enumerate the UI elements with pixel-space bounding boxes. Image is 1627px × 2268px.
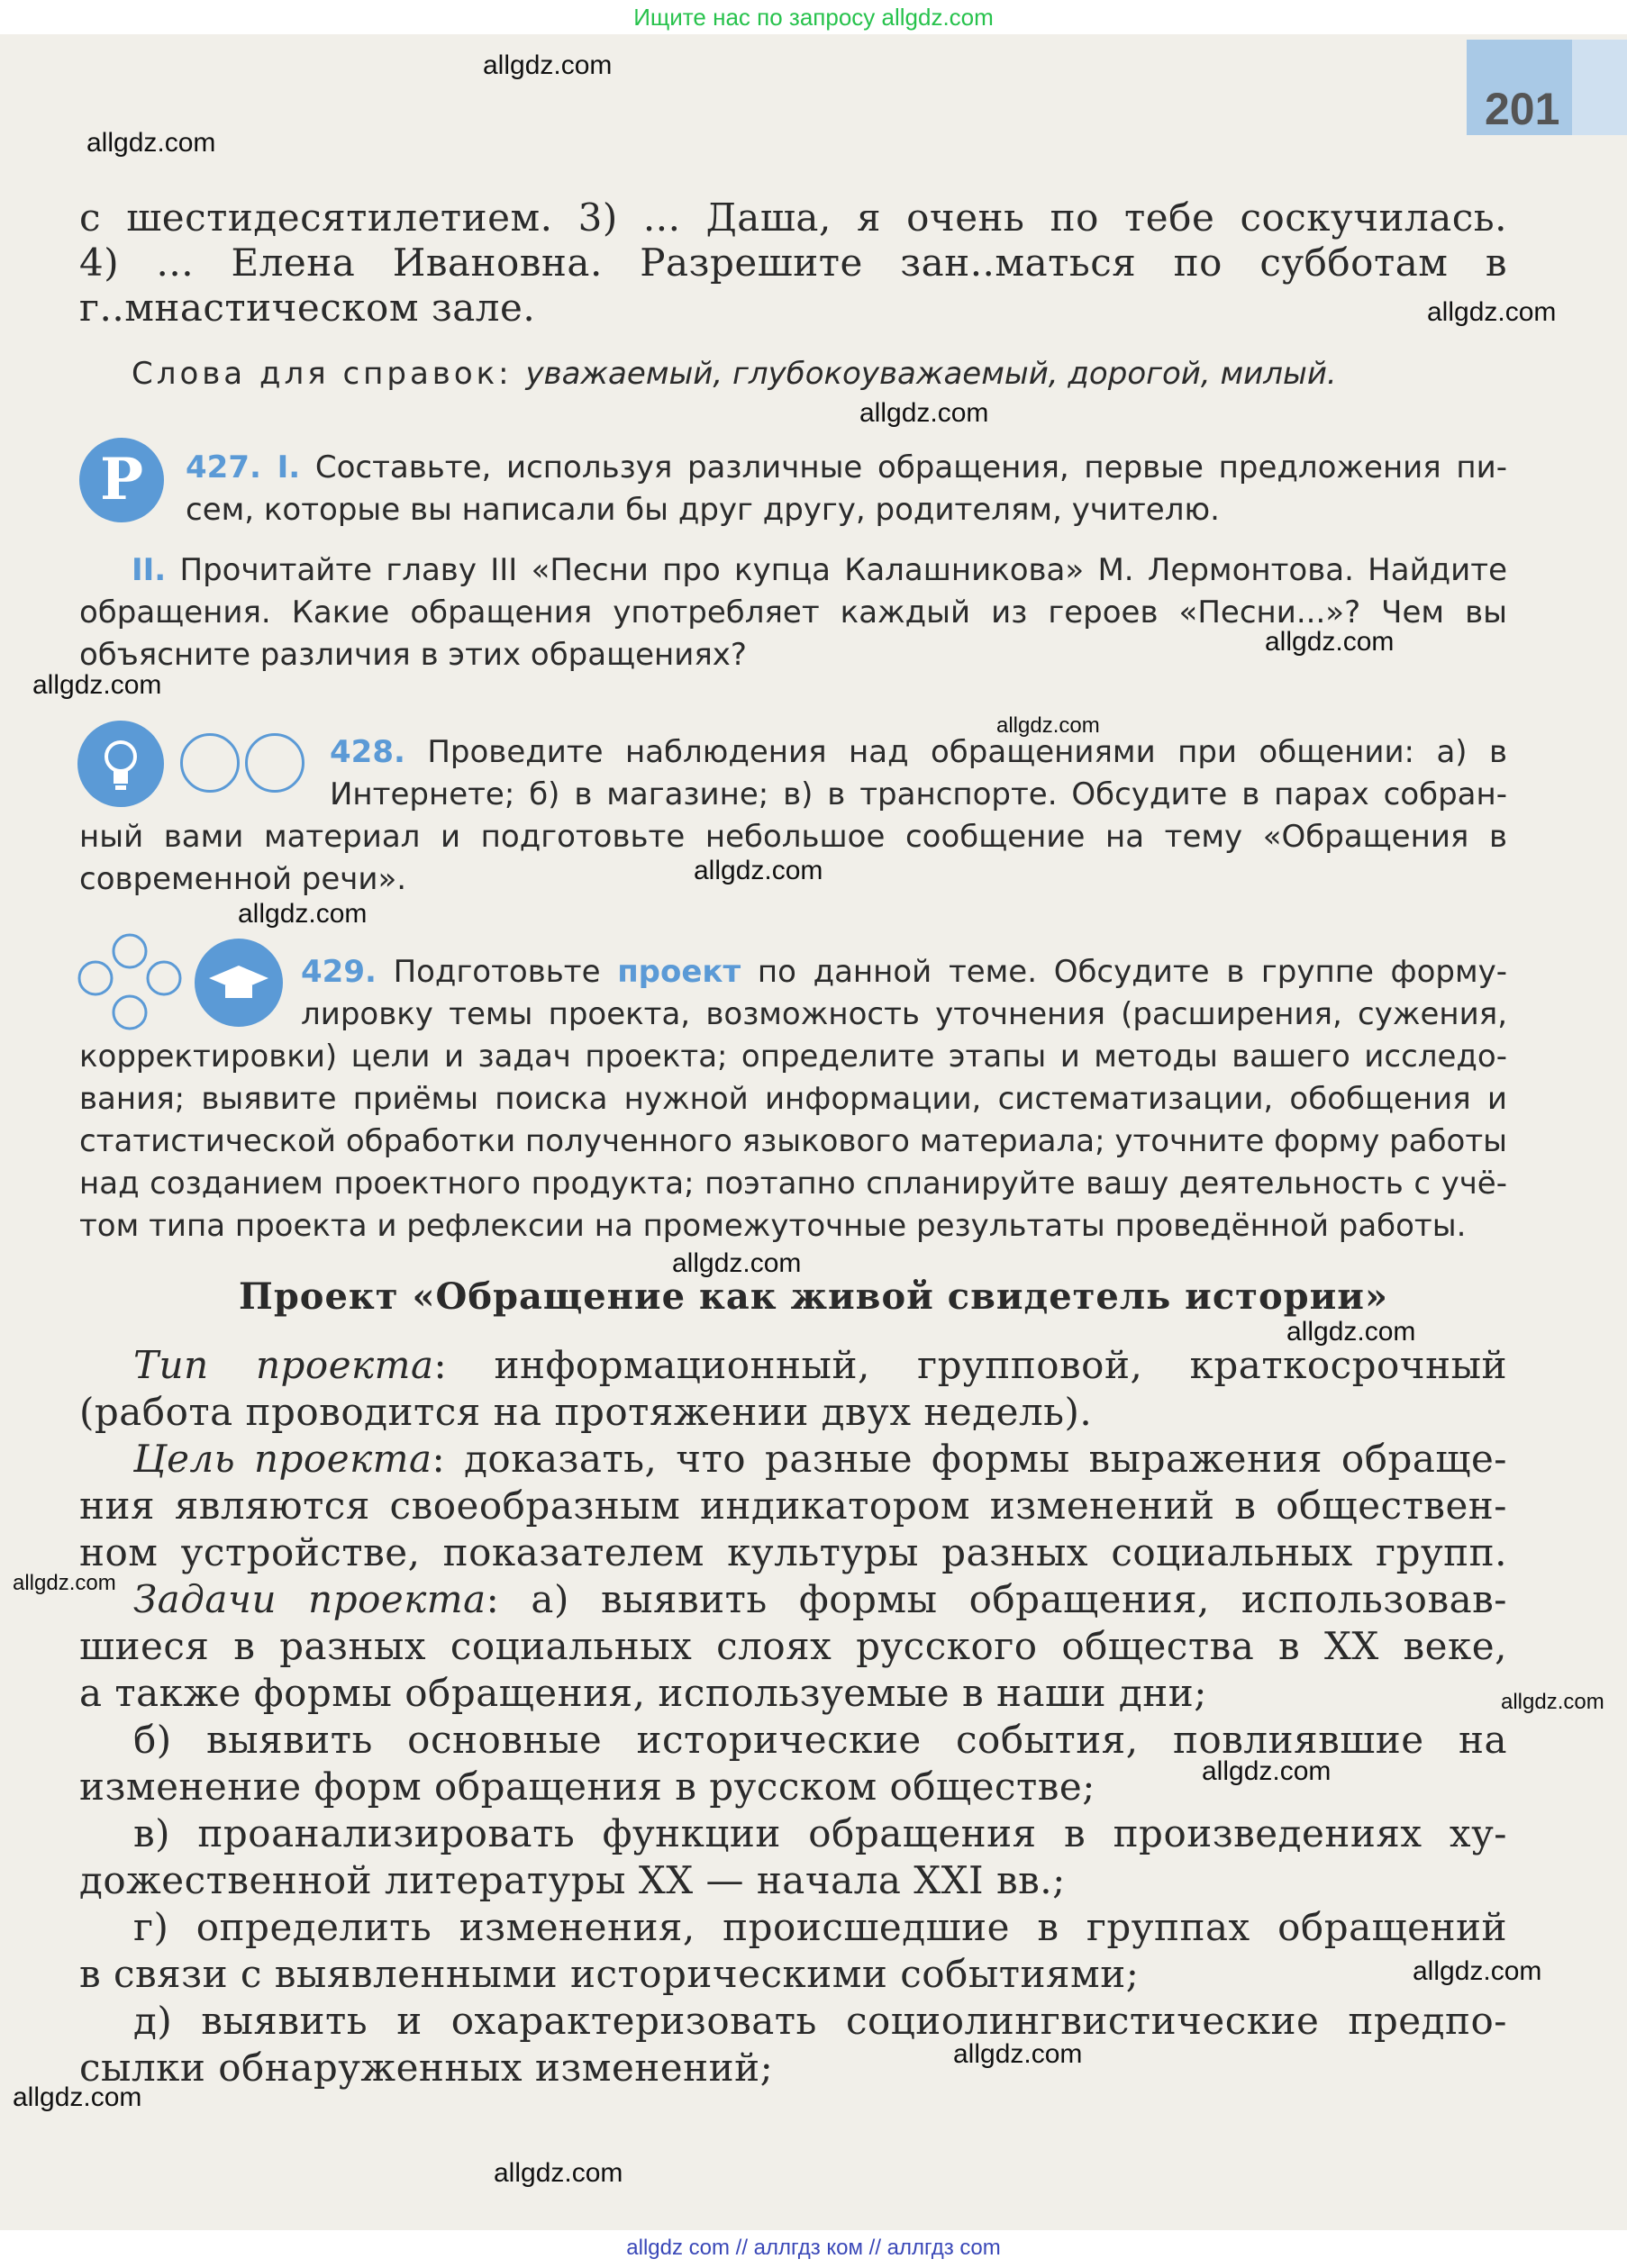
ex428-line-2: Интернете; б) в магазине; в) в транспорте. Обсудите в парах собран- <box>330 776 1507 812</box>
watermark: allgdz.com <box>1286 1317 1416 1347</box>
project-task-d-line-2: сылки обнаруженных изменений; <box>79 2046 774 2090</box>
project-task-b-line-2: изменение форм обращения в русском обществе; <box>79 1765 1095 1809</box>
ex427-text-1: Составьте, используя различные обращения, первые предложения пи- <box>314 449 1508 485</box>
ex429-line-2: лировку темы проекта, возможность уточнения (расширения, сужения, <box>301 996 1507 1032</box>
graduation-cap-icon <box>195 939 283 1027</box>
intro-line-2: 4) ... Елена Ивановна. Разрешите зан..маться по субботам в <box>79 240 1507 285</box>
ex429-text-1a: Подготовьте <box>393 954 601 990</box>
project-task-v-line-1: в) проанализировать функции обращения в произведениях ху- <box>133 1811 1507 1855</box>
project-task-b-line-1: б) выявить основные исторические события, повлиявшие на <box>133 1718 1507 1762</box>
watermark: allgdz.com <box>86 128 216 158</box>
watermark: allgdz.com <box>672 1248 802 1278</box>
watermark: allgdz.com <box>483 50 613 80</box>
watermark: allgdz.com <box>859 398 989 428</box>
ex427-line-1 <box>186 447 1507 489</box>
ex429-line-7: том типа проекта и рефлексии на промежуточные результаты проведённой работы. <box>79 1208 1467 1244</box>
watermark: allgdz.com <box>1501 1690 1604 1714</box>
ex427-number: 427. I. <box>186 449 301 485</box>
project-heading: Проект «Обращение как живой свидетель истории» <box>239 1275 1388 1318</box>
project-tasks-text: : а) выявить формы обращения, использовав- <box>486 1577 1507 1621</box>
reference-label: Слова для справок: <box>132 356 513 392</box>
lightbulb-icon <box>77 721 164 807</box>
bottom-banner: allgdz com // аллгдз ком // аллгдз com <box>626 2236 1001 2260</box>
ex429-text-1b: по данной теме. Обсудите в группе форму- <box>757 954 1508 990</box>
project-type-line-1 <box>79 1342 1507 1389</box>
ex428-number: 428. <box>330 734 405 770</box>
project-type-label: Тип проекта <box>133 1343 434 1387</box>
intro-line-3: г..мнастическом зале. <box>79 286 536 330</box>
smiley-face-icon-2 <box>245 733 304 793</box>
project-task-v-line-2: дожественной литературы XX — начала XXI вв.; <box>79 1858 1066 1902</box>
project-type-line-2: (работа проводится на протяжении двух недель). <box>79 1390 1093 1434</box>
watermark: allgdz.com <box>694 856 823 885</box>
ex429-line-4: вания; выявите приёмы поиска нужной информации, систематизации, обобщения и <box>79 1081 1507 1117</box>
watermark: allgdz.com <box>238 899 368 929</box>
reference-line <box>132 353 1483 395</box>
ex428-text-1: Проведите наблюдения над обращениями при общении: а) в <box>427 734 1508 770</box>
ex429-line-5: статистической обработки полученного языкового материала; уточните форму работы <box>79 1123 1507 1159</box>
project-goal-line-1 <box>79 1436 1507 1483</box>
project-task-g-line-1: г) определить изменения, происшедшие в группах обращений <box>133 1905 1507 1949</box>
page-corner-tab-light <box>1572 40 1627 135</box>
intro-line-1: с шестидесятилетием. 3) ... Даша, я очень по тебе соскучилась. <box>79 195 1507 240</box>
project-goal-label: Цель проекта <box>133 1437 432 1481</box>
ex429-line-1 <box>301 951 1507 993</box>
ex429-line-6: над созданием проектного продукта; поэтапно спланируйте вашу деятельность с учё- <box>79 1166 1507 1202</box>
project-tasks-label: Задачи проекта <box>133 1577 486 1621</box>
watermark: allgdz.com <box>953 2039 1083 2069</box>
page-number: 201 <box>1485 84 1560 134</box>
project-tasks-line-2: шиеся в разных социальных слоях русского общества в XX веке, <box>79 1624 1507 1668</box>
project-task-g-line-2: в связи с выявленными историческими событиями; <box>79 1952 1140 1996</box>
ex427-part2-number: II. <box>132 552 167 588</box>
watermark: allgdz.com <box>996 713 1100 738</box>
ex429-project-keyword: проект <box>617 954 741 990</box>
top-banner: Ищите нас по запросу allgdz.com <box>633 4 994 31</box>
watermark: allgdz.com <box>1265 627 1395 657</box>
project-tasks-line-1 <box>79 1576 1507 1623</box>
smiley-face-icon <box>180 733 240 793</box>
watermark: allgdz.com <box>1413 1956 1542 1986</box>
ex429-line-3: корректировки) цели и задач проекта; определите этапы и методы вашего исследо- <box>79 1039 1507 1075</box>
watermark: allgdz.com <box>32 670 162 700</box>
ex427-line-5: объясните различия в этих обращениях? <box>79 637 747 673</box>
watermark: allgdz.com <box>1427 297 1557 327</box>
project-goal-text: : доказать, что разные формы выражения обраще- <box>432 1437 1507 1481</box>
project-tasks-line-3: а также формы обращения, используемые в наши дни; <box>79 1671 1207 1715</box>
project-task-d-line-1: д) выявить и охарактеризовать социолингвистические предпо- <box>133 1999 1507 2043</box>
watermark: allgdz.com <box>13 2082 142 2112</box>
ex429-number: 429. <box>301 954 377 990</box>
exercise-p-icon: Р <box>79 438 164 522</box>
ex428-line-1 <box>330 731 1507 774</box>
watermark: allgdz.com <box>1202 1756 1332 1786</box>
watermark: allgdz.com <box>13 1571 116 1595</box>
project-type-text: : информационный, групповой, краткосрочный <box>433 1343 1507 1387</box>
project-goal-line-3: ном устройстве, показателем культуры разных социальных групп. <box>79 1530 1507 1574</box>
watermark: allgdz.com <box>494 2158 623 2188</box>
ex427-line-3 <box>132 549 1507 592</box>
ex427-text-3: Прочитайте главу III «Песни про купца Калашникова» М. Лермонтова. Найдите <box>179 552 1508 588</box>
ex428-line-4: современной речи». <box>79 861 407 897</box>
ex427-line-2: сем, которые вы написали бы друг другу, родителям, учителю. <box>186 492 1220 528</box>
ex428-line-3: ный вами материал и подготовьте небольшое сообщение на тему «Обращения в <box>79 819 1507 855</box>
project-goal-line-2: ния являются своеобразным индикатором изменений в обществен- <box>79 1483 1507 1528</box>
ex427-line-4: обращения. Какие обращения употребляет каждый из героев «Песни...»? Чем вы <box>79 594 1507 631</box>
reference-words: уважаемый, глубокоуважаемый, дорогой, милый. <box>525 356 1337 392</box>
group-faces-icon <box>76 933 184 1032</box>
